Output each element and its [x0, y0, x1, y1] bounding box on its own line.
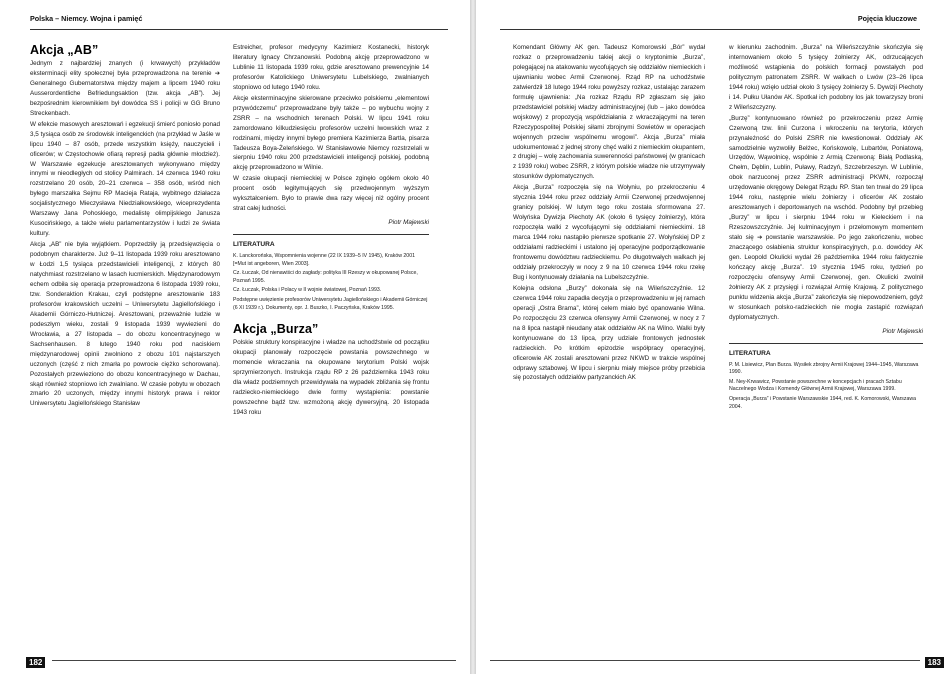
literature-item: K. Lanckorońska, Wspomnienia wojenne (22 IX 1939–5 IV 1945), Kraków 2001 [=Mut ist angeboren, Wien 2003].	[233, 253, 415, 267]
running-head: Polska – Niemcy. Wojna i pamięć	[30, 14, 143, 23]
page-number: 183	[925, 657, 944, 668]
paragraph: Kolejna odsłona „Burzy” dokonała się na Wileńszczyźnie. 12 czerwca 1944 roku zapadła decyzja o przeprowadzeniu w jej ramach operacji „Ostra Brama”, której celem miało być opanowanie Wilna. Po rozpoczęciu 23 czerwca ofensywy Armii Czerwonej, w nocy z 7 na 8 lipca nastąpił nieudany atak oddziałów AK na Wilno. Walki były kontynuowane do 13 lipca, przy udziale frontowych jednostek radzieckich. Po krótkim epizodzie współpracy operacyjnej, oficerowie AK zostali aresztowani przez NKWD w trakcie wspólnej odprawy sztabowej. W lipcu i sierpniu miały miejsce próby przebicia się pozostałych oddziałów partyzanckich AK	[513, 284, 705, 382]
section-heading-burza: Akcja „Burza”	[233, 322, 319, 337]
literature-item: P. M. Lisiewicz, Plan Burza. Wysiłek zbrojny Armii Krajowej 1944–1945, Warszawa 1990.	[729, 361, 919, 376]
paragraph: W efekcie masowych aresztowań i egzekucji śmierć poniosło ponad 3,5 tysiąca osób ze środowisk inteligenckich (na przykład w Jaśle w lipcu 1940 – 87 osób, przede wszystkim księży, nauczycieli i oficerów; w Częstochowie ofiarą represji padła głównie młodzież). W Warszawie egzekucje aresztowanych wykonywano między innymi w nieodległych od stolicy Palmirach. 14 czerwca 1940 roku rozstrzelano 20 osób, 20–21 czerwca – 358 osób, wśród nich byłego marszałka Sejmu RP Macieja Rataja, wybitnego działacza socjalistycznego Mieczysława Niedziałkowskiego, wiceprezydenta Warszawy Jana Pohoskiego, medalistę olimpijskiego Janusza Kusocińskiego, a także wielu parlamentarzystów i ludzi ze świata kultury.	[30, 120, 220, 238]
footer-rule	[52, 660, 456, 661]
right-page	[476, 0, 950, 674]
running-head: Pojęcia kluczowe	[857, 14, 917, 23]
literature-title: LITERATURA	[729, 349, 771, 357]
paragraph: Akcja „AB” nie była wyjątkiem. Poprzedziły ją przedsięwzięcia o podobnym charakterze. Już 9–11 listopada 1939 roku aresztowano w Łodzi 1,5 tysiąca przedstawicieli inteligencji, z których 80 natychmiast rozstrzelano w lasach łucmierskich. Międzynarodowym echem odbiła się operacja przeprowadzona 6 listopada 1939 roku, tzw. Sonderaktion Krakau, czyli podstępne aresztowanie 183 profesorów krakowskich uczelni – Uniwersytetu Jagiellońskiego i Akademii Górniczo-Hutniczej. Aresztowani, przeważnie ludzie w podeszłym wieku, zostali 9 listopada 1939 wywiezieni do Wrocławia, a 27 listopada – do obozu koncentracyjnego w Sachsenhausen. 8 lutego 1940 roku pod naciskiem międzynarodowej opinii zwolniono z obozu 101 najstarszych uczonych (część z nich zmarła po powrocie ciężko schorowana). Pozostałych przewieziono do obozu koncentracyjnego w Dachau, skąd również stopniowo ich zwalniano. W czasie pobytu w obozach zmarło 20 uczonych, między innymi historyk prawa i rektor Uniwersytetu Jagiellońskiego Stanisław	[30, 241, 220, 408]
literature-title: LITERATURA	[233, 241, 275, 249]
literature-rule	[729, 343, 923, 344]
author-signature: Piotr Majewski	[882, 327, 923, 335]
paragraph: W czasie okupacji niemieckiej w Polsce zginęło ogółem około 40 procent osób legitymujących się przedwojennym wyższym wykształceniem. Było to prawie dwa razy więcej niż ogólny procent strat całej ludności.	[233, 175, 429, 213]
literature-item: M. Ney-Krwawicz, Powstanie powszechne w koncepcjach i pracach Sztabu Naczelnego Wodza i Komendy Głównej Armii Krajowej, Warszawa 1999.	[729, 378, 902, 393]
right-column-1	[513, 43, 705, 646]
paragraph: Komendant Główny AK gen. Tadeusz Komorowski „Bór” wydał rozkaz o przeprowadzeniu takiej akcji o kryptonimie „Burza”, polegającej na atakowaniu wycofujących się oddziałów niemieckich i ujawnianiu wobec Armii Czerwonej. Rząd RP na uchodźstwie zatwierdził 18 lutego 1944 roku powyższy rozkaz, ustalając zarazem formułę ujawnienia: „Na rozkaz Rządu RP zgłaszam się jako przedstawiciel polskiej władzy administracyjnej (lub – jako dowódca wojskowy) z propozycją współdziałania z wkraczającymi na teren Rzeczypospolitej Polskiej siłami zbrojnymi Sowietów w operacjach wojennych przeciw wspólnemu wrogowi”. Akcja „Burza” miała udokumentować z jednej strony chęć walki z niemieckim okupantem, z drugiej – wolę zachowania suwerenności państwowej (w granicach z 1939 roku) wobec ZSRR, z którym polskie władze nie utrzymywały stosunków dyplomatycznych.	[513, 44, 705, 181]
paragraph: Estreicher, profesor medycyny Kazimierz Kostanecki, historyk literatury Ignacy Chrzanowski. Podobną akcję przeprowadzono w Lublinie 11 listopada 1939 roku, gdzie aresztowano prewencyjnie 14 profesorów Katolickiego Uniwersytetu Lubelskiego, zwalnianych stopniowo od lutego 1940 roku.	[233, 44, 429, 91]
literature-item: Podstępne uwięzienie profesorów Uniwersytetu Jagiellońskiego i Akademii Górniczej (6 XI 1939 r.). Dokumenty, opr. J. Buszko, I. Paczyńska, Kraków 1995.	[233, 297, 428, 311]
paragraph: „Burzę” kontynuowano również po przekroczeniu przez Armię Czerwoną tzw. linii Curzona i wkroczeniu na terytoria, których przynależność do Polski ZSRR nie kwestionował. Oddziały AK samodzielnie wyzwoliły Bełżec, Końskowolę, Lubartów, Poniatową, Urzędów, Wąwolnicę, wspólnie z Armią Czerwoną: Białą Podlaską, Chełm, Dęblin, Lublin, Puławy, Radzyń, Szczebrzeszyn. W Lublinie, obok narzuconej przez ZSRR administracji PKWN, rozpoczął urzędowanie okręgowy Delegat Rządu RP. Stan ten trwał do 29 lipca 1944 roku, następnie wielu żołnierzy i oficerów AK zostało aresztowanych i deportowanych na wschód. Podobny był przebieg „Burzy” w lipcu i sierpniu 1944 roku w Kieleckiem i na Rzeszowszczyźnie. Jej kulminacyjnym i przełomowym momentem stało się ➔ powstanie warszawskie. Po jego zakończeniu, wobec znaczącego osłabienia struktur konspiracyjnych, p.o. dowódcy AK gen. Leopold Okulicki wydał 26 października 1944 roku faktycznie kończący akcję „Burza”. 19 stycznia 1945 roku, tydzień po rozpoczęciu ofensywy Armii Czerwonej, gen. Okulicki zwolnił żołnierzy AK z przysięgi i rozwiązał Armię Krajową. Z politycznego punktu widzenia akcja „Burza” zakończyła się niepowodzeniem, gdyż w stosunkach polsko-radzieckich nie mogła zastąpić rozwiązań dyplomatycznych.	[729, 114, 923, 321]
left-column-1	[30, 43, 220, 646]
paragraph: Akcje eksterminacyjne skierowane przeciwko polskiemu „elementowi przywódczemu” przeprowadzane były także – po wybuchu wojny z ZSRR – na wschodnich terenach Polski. W lipcu 1941 roku zamordowano kilkudziesięciu profesorów uczelni lwowskich wraz z rodzinami, między innymi byłego premiera Kazimierza Bartla, pisarza Tadeusza Boya-Żeleńskiego. W Stanisławowie Niemcy rozstrzelali w sierpniu 1940 roku 200 przedstawicieli inteligencji polskiej, podobną akcję przeprowadzono w Wilnie.	[233, 94, 429, 172]
header-rule	[500, 29, 920, 30]
literature-item: Cz. Łuczak, Polska i Polacy w II wojnie światowej, Poznań 1993.	[233, 287, 382, 294]
literature-item: Operacja „Burza” i Powstanie Warszawskie 1944, red. K. Komorowski, Warszawa 2004.	[729, 395, 917, 410]
left-column-2	[233, 43, 429, 646]
paragraph: Akcja „Burza” rozpoczęła się na Wołyniu, po przekroczeniu 4 stycznia 1944 roku przez oddziały Armii Czerwonej przedwojennej granicy polskiej. W lutym tego roku została sformowana 27. Wołyńska Dywizja Piechoty AK (około 6 tysięcy żołnierzy), która rozpoczęła walki z wycofującymi się oddziałami niemieckimi. 18 marca 1944 roku nastąpiło pierwsze spotkanie 27. Wołyńskiej DP z oddziałami radzieckimi i ustalono jej operacyjne podporządkowanie frontowemu dowództwu radzieckiemu. Po długotrwałych walkach jej oddziały przekroczyły w nocy z 9 na 10 czerwca 1944 roku rzekę Bug i kontynuowały działania na Lubelszczyźnie.	[513, 184, 705, 281]
author-signature: Piotr Majewski	[388, 219, 429, 227]
left-page	[0, 0, 470, 674]
footer-rule	[490, 660, 920, 661]
literature-item: Cz. Łuczak, Od nienawiści do zagłady: polityka III Rzeszy w okupowanej Polsce, Poznań 1995.	[233, 270, 418, 284]
paragraph: w kierunku zachodnim. „Burza” na Wileńszczyźnie skończyła się internowaniem około 5 tysięcy żołnierzy AK, odrzucających możliwość wstąpienia do polskich formacji powstałych pod politycznym patronatem ZSRR. W walkach o Lwów (23–26 lipca 1944 roku) wzięło udział około 3 tysięcy żołnierzy 5. Dywizji Piechoty i 14. Pułku Ułanów AK. Spotkał ich podobny los jak towarzyszy broni z Wileńszczyzny.	[729, 44, 923, 111]
paragraph: Polskie struktury konspiracyjne i władze na uchodźstwie od początku okupacji planowały rozpoczęcie powstania powszechnego w momencie wkraczania na okupowane terytorium Polski wojsk sprzymierzonych. Instrukcja rządu RP z 26 października 1943 roku dla władz podziemnych przewidywała na wypadek zbliżania się frontu radziecko-niemieckiego dwie formy wystąpienia: powstanie powszechne bądź tzw. wzmożoną akcję dywersyjną. 20 listopada 1943 roku	[233, 339, 429, 416]
right-column-2	[729, 43, 923, 646]
literature-rule	[233, 234, 429, 235]
page-number: 182	[26, 657, 45, 668]
paragraph: Jednym z najbardziej znanych (i krwawych) przykładów eksterminacji elity społecznej była przeprowadzona na terenie ➔ Generalnego Gubernatorstwa między majem a lipcem 1940 roku Ausserordentliche Befriedungsaktion (tzw. akcja „AB”). Jej bezpośrednim kierownikiem był dowódca SS i policji w GG Bruno Streckenbach.	[30, 60, 220, 117]
header-rule	[30, 29, 448, 30]
section-heading-ab: Akcja „AB”	[30, 43, 99, 57]
